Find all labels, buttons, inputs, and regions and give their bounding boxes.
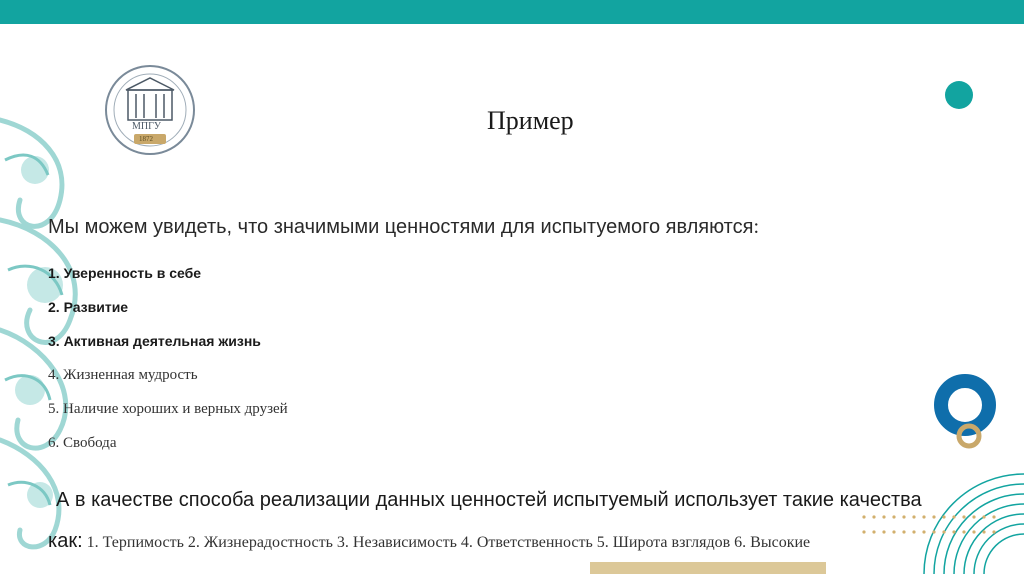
bottom-accent-bar	[590, 562, 826, 574]
conclusion-text: А в качестве способа реализации данных ценностей испытуемый использует такие качества	[56, 489, 922, 511]
list-item: 6. Свобода	[48, 435, 117, 451]
top-accent-bar	[0, 0, 1024, 24]
list-item: 2. Развитие	[48, 299, 129, 315]
logo-label: МПГУ	[132, 121, 161, 132]
circles-decoration-icon	[840, 60, 1024, 574]
list-item: 1. Уверенность в себе	[48, 265, 202, 281]
intro-text	[48, 216, 759, 239]
list-item: 4. Жизненная мудрость	[48, 367, 198, 383]
qualities-list: 1. Терпимость 2. Жизнерадостность 3. Независимость 4. Ответственность 5. Широта взглядов 6. Высокие	[86, 534, 811, 551]
values-list	[48, 264, 288, 468]
qualities-lead: как:	[48, 530, 83, 552]
list-item: 3. Активная деятельная жизнь	[48, 333, 261, 349]
intro-sentence: Мы можем увидеть, что значимыми ценностями для испытуемого являются	[48, 216, 754, 238]
logo-year: 1872	[139, 135, 153, 143]
list-item: 5. Наличие хороших и верных друзей	[48, 401, 288, 417]
qualities-line	[48, 530, 810, 553]
slide-title: Пример	[487, 106, 574, 135]
intro-colon: :	[753, 216, 760, 238]
